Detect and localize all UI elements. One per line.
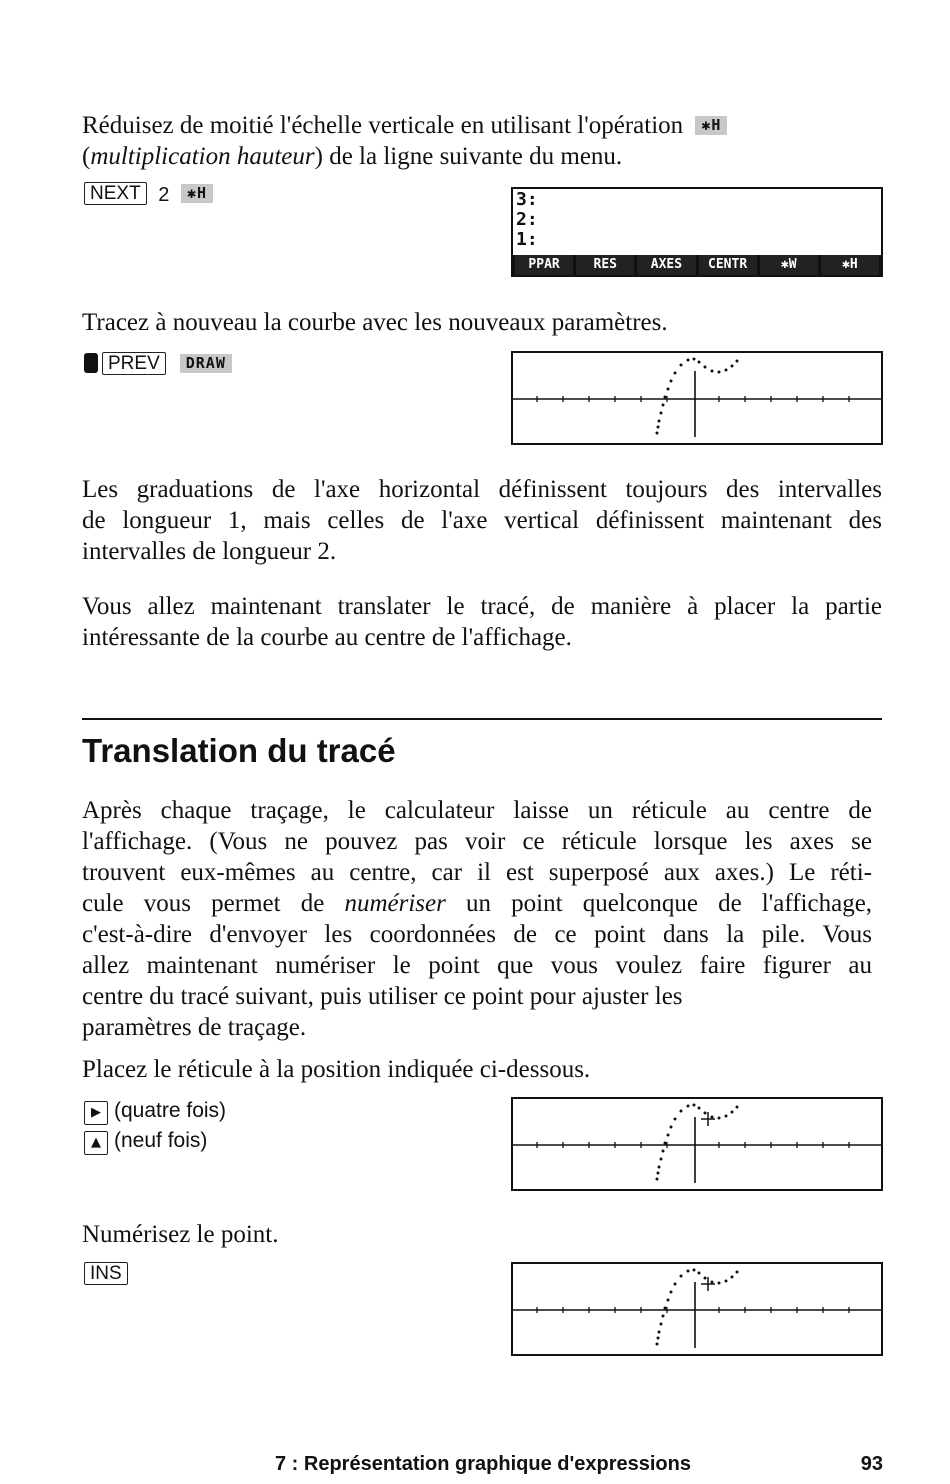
plot-2 xyxy=(513,1099,881,1189)
paren-close: ) xyxy=(314,143,323,170)
reticle-line-1: Après chaque traçage, le calculateur laisse un réticule au centre de xyxy=(82,797,872,824)
translate-line-1: Vous allez maintenant translater le tracé, de manière à placer la partie xyxy=(82,593,882,620)
step1-keystrokes xyxy=(84,182,213,207)
multiply-height-softkey[interactable]: ✱H xyxy=(695,116,727,135)
digitize-text: Numérisez le point. xyxy=(82,1221,279,1248)
curve-dot xyxy=(680,364,683,367)
curve-dot xyxy=(667,1299,670,1302)
curve-dot xyxy=(667,1134,670,1137)
section-title: Translation du tracé xyxy=(82,732,396,769)
curve-dot xyxy=(680,1275,683,1278)
next-key[interactable]: NEXT xyxy=(84,182,147,205)
curve-dot xyxy=(687,1105,690,1108)
multiply-height-softkey-step[interactable]: ✱H xyxy=(181,184,213,203)
reticle-l4-b: un point quelconque de l'affichage, xyxy=(466,890,873,917)
plot-1 xyxy=(513,353,881,443)
curve-dot xyxy=(731,365,734,368)
intro-line-2 xyxy=(82,141,882,172)
step3-keystrokes xyxy=(84,1096,226,1156)
grad-line-1: Les graduations de l'axe horizontal définissent toujours des intervalles xyxy=(82,476,882,503)
prev-key[interactable]: PREV xyxy=(102,352,166,375)
step4-keystrokes xyxy=(84,1262,128,1286)
curve-dot xyxy=(657,1337,660,1340)
curve-dot xyxy=(687,359,690,362)
curve-dot xyxy=(658,420,661,423)
reticle-line-4 xyxy=(82,888,872,919)
redraw-paragraph xyxy=(82,307,882,338)
curve-dot xyxy=(731,1111,734,1114)
curve-dot xyxy=(674,1118,677,1121)
reticle-line-6: allez maintenant numériser le point que vous voulez faire figurer au xyxy=(82,952,872,979)
curve-dot xyxy=(725,369,728,372)
curve-dot xyxy=(662,1150,665,1153)
calculator-screen-stack xyxy=(511,187,883,277)
stack-levels xyxy=(513,189,881,250)
curve-dot xyxy=(662,404,665,407)
menu-ppar[interactable]: PPAR xyxy=(515,255,573,275)
graduations-paragraph xyxy=(82,474,882,567)
translate-line-2: intéressante de la courbe au centre de l'affichage. xyxy=(82,624,572,651)
curve-dot xyxy=(704,1277,707,1280)
up-arrow-step xyxy=(84,1126,226,1156)
plot-screen-1 xyxy=(511,351,883,445)
curve-dot xyxy=(667,388,670,391)
curve-dot xyxy=(657,426,660,429)
reticle-l4-a: cule vous permet de xyxy=(82,890,325,917)
plot-3 xyxy=(513,1264,881,1354)
curve-dot xyxy=(698,1107,701,1110)
stack-level-1: 1: xyxy=(516,229,538,250)
curve-dot xyxy=(736,1271,739,1274)
curve-dot xyxy=(660,1323,663,1326)
translate-paragraph xyxy=(82,591,882,653)
footer-chapter: 7 : Représentation graphique d'expressions xyxy=(275,1453,691,1475)
curve-dot xyxy=(693,1104,696,1107)
menu-centr[interactable]: CENTR xyxy=(699,255,757,275)
draw-softkey[interactable]: DRAW xyxy=(180,354,232,373)
numeriser-term: numériser xyxy=(344,890,446,917)
curve-dot xyxy=(657,1172,660,1175)
curve-dot xyxy=(670,1291,673,1294)
stack-level-3: 3: xyxy=(516,189,538,210)
menu-axes[interactable]: AXES xyxy=(637,255,695,275)
section-rule xyxy=(82,718,882,720)
curve-dot xyxy=(736,360,739,363)
digit-2: 2 xyxy=(158,184,170,206)
curve-dot xyxy=(693,358,696,361)
curve-dot xyxy=(711,1116,714,1119)
curve-dot xyxy=(693,1269,696,1272)
curve-dot xyxy=(656,1343,659,1346)
page-footer xyxy=(275,1451,883,1477)
menu-multiply-height[interactable]: ✱H xyxy=(821,255,879,275)
intro-text: Réduisez de moitié l'échelle verticale en utilisant l'opération xyxy=(82,112,684,139)
curve-dot xyxy=(674,372,677,375)
curve-dot xyxy=(658,1166,661,1169)
curve-dot xyxy=(660,1158,663,1161)
up-arrow-label: (neuf fois) xyxy=(114,1129,208,1152)
curve-dot xyxy=(718,1117,721,1120)
curve-dot xyxy=(725,1115,728,1118)
step2-keystrokes xyxy=(84,352,232,376)
plot-screen-2 xyxy=(511,1097,883,1191)
curve-dot xyxy=(656,432,659,435)
curve-dot xyxy=(711,370,714,373)
curve-dot xyxy=(664,1142,667,1145)
reticle-line-2: l'affichage. (Vous ne pouvez pas voir ce réticule lorsque les axes se xyxy=(82,828,872,855)
up-arrow-key[interactable]: ▲ xyxy=(84,1131,108,1155)
curve-dot xyxy=(680,1110,683,1113)
redraw-text: Tracez à nouveau la courbe avec les nouveaux paramètres. xyxy=(82,309,668,336)
curve-dot xyxy=(718,1282,721,1285)
paren-open: ( xyxy=(82,143,91,170)
curve-dot xyxy=(670,1126,673,1129)
curve-dot xyxy=(656,1178,659,1181)
curve-dot xyxy=(704,1112,707,1115)
place-text: Placez le réticule à la position indiquée ci-dessous. xyxy=(82,1056,591,1083)
grad-line-3: intervalles de longueur 2. xyxy=(82,538,337,565)
curve-dot xyxy=(664,396,667,399)
ins-key[interactable]: INS xyxy=(84,1262,128,1285)
curve-dot xyxy=(658,1331,661,1334)
plot-screen-3 xyxy=(511,1262,883,1356)
reticle-paragraph xyxy=(82,795,872,1043)
right-arrow-key[interactable]: ▶ xyxy=(84,1101,108,1125)
stack-level-2: 2: xyxy=(516,209,538,230)
menu-res[interactable]: RES xyxy=(576,255,634,275)
digitize-paragraph xyxy=(82,1219,882,1250)
menu-multiply-width[interactable]: ✱W xyxy=(760,255,818,275)
reticle-line-8: paramètres de traçage. xyxy=(82,1014,307,1041)
curve-dot xyxy=(731,1276,734,1279)
curve-dot xyxy=(662,1315,665,1318)
curve-dot xyxy=(718,371,721,374)
intro-rest: de la ligne suivante du menu. xyxy=(329,143,623,170)
curve-dot xyxy=(698,361,701,364)
curve-dot xyxy=(736,1106,739,1109)
softkey-menu-bar xyxy=(513,255,881,275)
left-shift-key[interactable] xyxy=(84,353,98,373)
curve-dot xyxy=(687,1270,690,1273)
multiplication-hauteur-term: multiplication hauteur xyxy=(90,143,315,170)
reticle-line-3: trouvent eux-mêmes au centre, car il est superposé aux axes.) Le réti- xyxy=(82,859,872,886)
place-paragraph xyxy=(82,1054,882,1085)
right-arrow-step xyxy=(84,1096,226,1126)
grad-line-2: de longueur 1, mais celles de l'axe vertical définissent maintenant des xyxy=(82,507,882,534)
right-arrow-label: (quatre fois) xyxy=(114,1099,227,1122)
reticle-line-7: centre du tracé suivant, puis utiliser ce point pour ajuster les xyxy=(82,983,683,1010)
curve-dot xyxy=(704,366,707,369)
curve-dot xyxy=(711,1281,714,1284)
curve-dot xyxy=(660,412,663,415)
curve-dot xyxy=(670,380,673,383)
intro-line-1 xyxy=(82,110,882,141)
footer-page-number: 93 xyxy=(860,1453,883,1475)
curve-dot xyxy=(698,1272,701,1275)
reticle-line-5: c'est-à-dire d'envoyer les coordonnées de ce point dans la pile. Vous xyxy=(82,921,872,948)
curve-dot xyxy=(674,1283,677,1286)
curve-dot xyxy=(725,1280,728,1283)
curve-dot xyxy=(664,1307,667,1310)
intro-paragraph xyxy=(82,110,882,172)
